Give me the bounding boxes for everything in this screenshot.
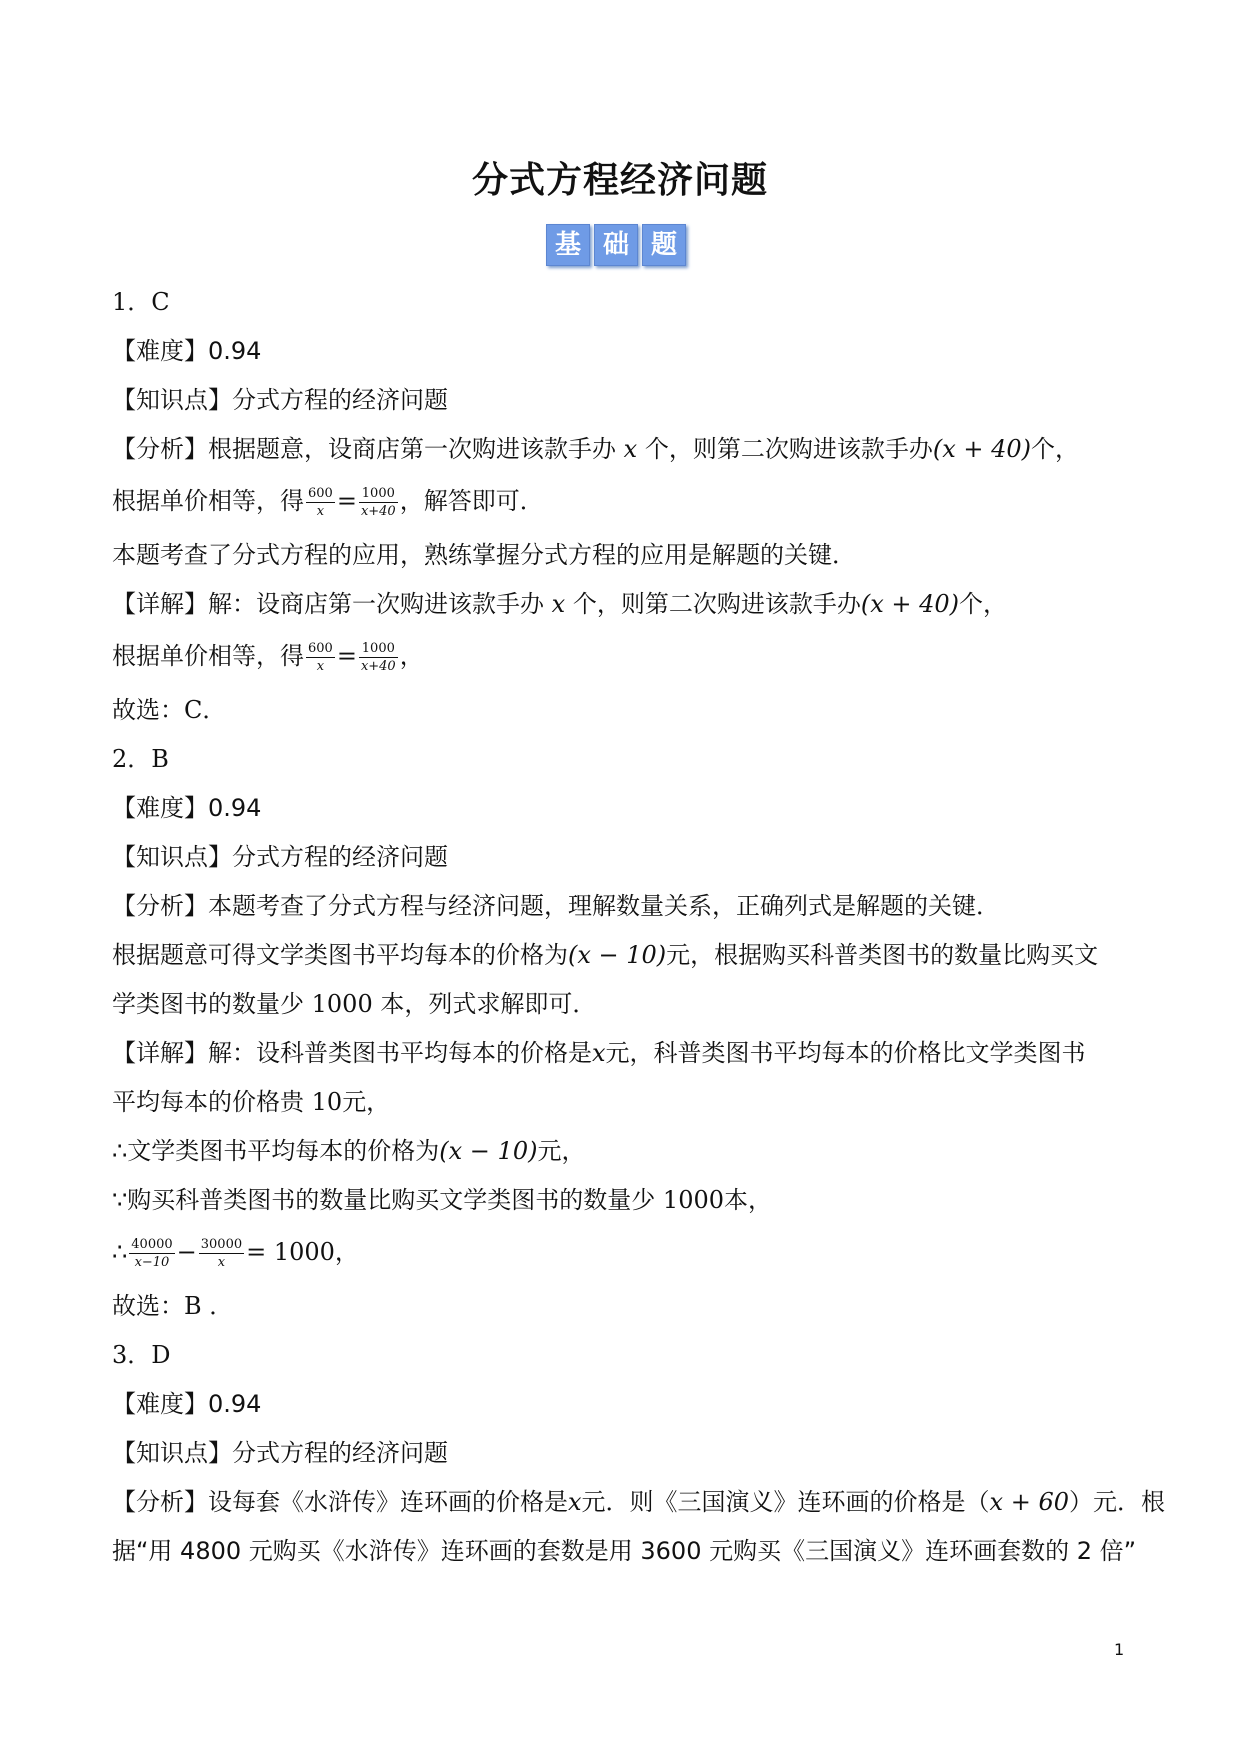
knowledge-line: [112, 1434, 1132, 1483]
difficulty-line: [112, 332, 1132, 381]
knowledge-value: 分式方程的经济问题: [232, 386, 448, 414]
math-variable: x: [551, 590, 566, 618]
fraction-denominator: x+40: [360, 503, 396, 519]
detail-text: 本，: [724, 1186, 772, 1214]
math-operator: =: [336, 487, 357, 515]
page-number: 1: [1114, 1640, 1125, 1659]
fraction-denominator: x: [316, 503, 325, 519]
difficulty-label: 【难度】: [112, 1390, 208, 1418]
detail-line: [112, 585, 1132, 634]
answer-line: [112, 691, 1132, 740]
detail-label: 【详解】: [112, 590, 208, 618]
knowledge-line: [112, 838, 1132, 887]
analysis-text: 本题考查了分式方程与经济问题，理解数量关系，正确列式是解题的关键．: [208, 892, 1000, 920]
math-fraction: [306, 640, 335, 675]
math-expression: (x − 10): [568, 941, 667, 969]
question-header: 3．D: [112, 1341, 171, 1369]
fraction-numerator: 1000: [359, 640, 398, 658]
fraction-denominator: x−10: [134, 1254, 170, 1270]
answer-content: [112, 283, 1165, 1581]
analysis-text: 根据题意可得文学类图书平均每本的价格为: [112, 941, 568, 969]
difficulty-value: 0.94: [208, 1390, 262, 1418]
detail-text: 元，: [537, 1137, 586, 1165]
answer-label: 故选：: [112, 1292, 184, 1320]
knowledge-line: [112, 381, 1132, 430]
analysis-line: [112, 985, 1132, 1034]
fraction-numerator: 600: [308, 485, 333, 501]
knowledge-value: 分式方程的经济问题: [232, 843, 448, 871]
detail-text: 元，科普类图书平均每本的价格比文学类图书: [605, 1039, 1086, 1067]
detail-text: 元，: [342, 1088, 391, 1116]
banner-char: 基: [546, 224, 590, 266]
math-fraction: [306, 485, 335, 520]
math-fraction: [359, 640, 398, 675]
analysis-text: 根据题意，设商店第一次购进该款手办: [208, 435, 616, 463]
difficulty-label: 【难度】: [112, 337, 208, 365]
knowledge-value: 分式方程的经济问题: [232, 1439, 448, 1467]
math-number: 10: [311, 1088, 343, 1116]
detail-text: 解：设科普类图书平均每本的价格是: [208, 1039, 592, 1067]
math-expression: (x − 10): [439, 1137, 538, 1165]
analysis-text: 根据单价相等，得: [112, 487, 304, 515]
math-number: 1000: [662, 1186, 724, 1214]
math-fraction: [199, 1236, 244, 1271]
analysis-text: ，解答即可．: [399, 487, 544, 515]
math-operator: −: [176, 1238, 197, 1266]
analysis-text: 元．则《三国演义》连环画的价格是（: [581, 1488, 990, 1516]
detail-label: 【详解】: [112, 1039, 208, 1067]
analysis-text: 学类图书的数量少: [112, 990, 304, 1018]
answer-value: C．: [184, 696, 227, 724]
analysis-label: 【分析】: [112, 1488, 208, 1516]
analysis-label: 【分析】: [112, 435, 208, 463]
analysis-line: [112, 1483, 1165, 1532]
math-variable: x: [623, 435, 638, 463]
math-fraction: [129, 1236, 174, 1271]
difficulty-value: 0.94: [208, 337, 262, 365]
difficulty-label: 【难度】: [112, 794, 208, 822]
fraction-numerator: 600: [308, 640, 333, 656]
detail-text: ∴文学类图书平均每本的价格为: [112, 1137, 440, 1165]
fraction-denominator: x+40: [360, 658, 396, 674]
detail-line: [112, 1132, 1132, 1181]
question-header: 2．B: [112, 745, 169, 773]
answer-value: B ．: [184, 1292, 234, 1320]
detail-line: [112, 1181, 1132, 1230]
detail-text: 根据单价相等，得: [112, 642, 304, 670]
analysis-text: ）元．根: [1069, 1488, 1165, 1516]
knowledge-label: 【知识点】: [112, 1439, 232, 1467]
detail-text: 平均每本的价格贵: [112, 1088, 304, 1116]
detail-line: [112, 1083, 1132, 1132]
answer-label: 故选：: [112, 696, 184, 724]
question-header: 1．C: [112, 288, 170, 316]
analysis-label: 【分析】: [112, 892, 208, 920]
math-variable: x: [592, 1039, 606, 1067]
banner-char: 础: [594, 224, 638, 266]
detail-text: 解：设商店第一次购进该款手办: [208, 590, 544, 618]
analysis-text: 设每套《水浒传》连环画的价格是: [208, 1488, 568, 1516]
analysis-line: [112, 887, 1132, 936]
analysis-line: [112, 430, 1132, 479]
math-expression: (x + 40): [860, 590, 959, 618]
fraction-denominator: x: [217, 1254, 226, 1270]
analysis-line: 据“用 4800 元购买《水浒传》连环画的套数是用 3600 元购买《三国演义》连环画套数的 2 倍”: [112, 1537, 1137, 1565]
detail-text: ∵购买科普类图书的数量比购买文学类图书的数量少: [112, 1186, 656, 1214]
detail-text: ，: [399, 642, 424, 670]
difficulty-value: 0.94: [208, 794, 262, 822]
math-variable: x: [568, 1488, 582, 1516]
detail-text: ∴: [112, 1238, 128, 1266]
analysis-text: 个，则第二次购进该款手办: [644, 435, 933, 463]
fraction-numerator: 1000: [359, 485, 398, 503]
math-expression: = 1000，: [246, 1238, 359, 1266]
detail-text: 个，则第二次购进该款手办: [572, 590, 861, 618]
fraction-numerator: 30000: [200, 1236, 243, 1252]
knowledge-label: 【知识点】: [112, 386, 232, 414]
analysis-text: 个，: [1031, 435, 1079, 463]
knowledge-label: 【知识点】: [112, 843, 232, 871]
page-title: 分式方程经济问题: [471, 159, 768, 201]
math-expression: x + 60: [989, 1488, 1069, 1516]
detail-line: [112, 634, 1132, 691]
detail-line: [112, 1034, 1132, 1083]
detail-text: 个，: [959, 590, 1007, 618]
detail-line: [112, 1230, 1132, 1287]
analysis-line: [112, 936, 1132, 985]
math-fraction: [359, 485, 398, 520]
fraction-denominator: x: [316, 658, 325, 674]
analysis-text: 本，列式求解即可．: [380, 990, 597, 1018]
answer-line: [112, 1287, 1132, 1336]
analysis-text: 元，根据购买科普类图书的数量比购买文: [666, 941, 1099, 969]
analysis-line: [112, 479, 1132, 536]
banner-char: 题: [642, 224, 686, 266]
analysis-line: 本题考查了分式方程的应用，熟练掌握分式方程的应用是解题的关键．: [112, 541, 856, 569]
section-banner: [546, 224, 686, 266]
difficulty-line: [112, 789, 1132, 838]
fraction-numerator: 40000: [131, 1236, 173, 1252]
math-operator: =: [336, 642, 357, 670]
math-expression: (x + 40): [932, 435, 1031, 463]
math-number: 1000: [311, 990, 373, 1018]
difficulty-line: [112, 1385, 1132, 1434]
